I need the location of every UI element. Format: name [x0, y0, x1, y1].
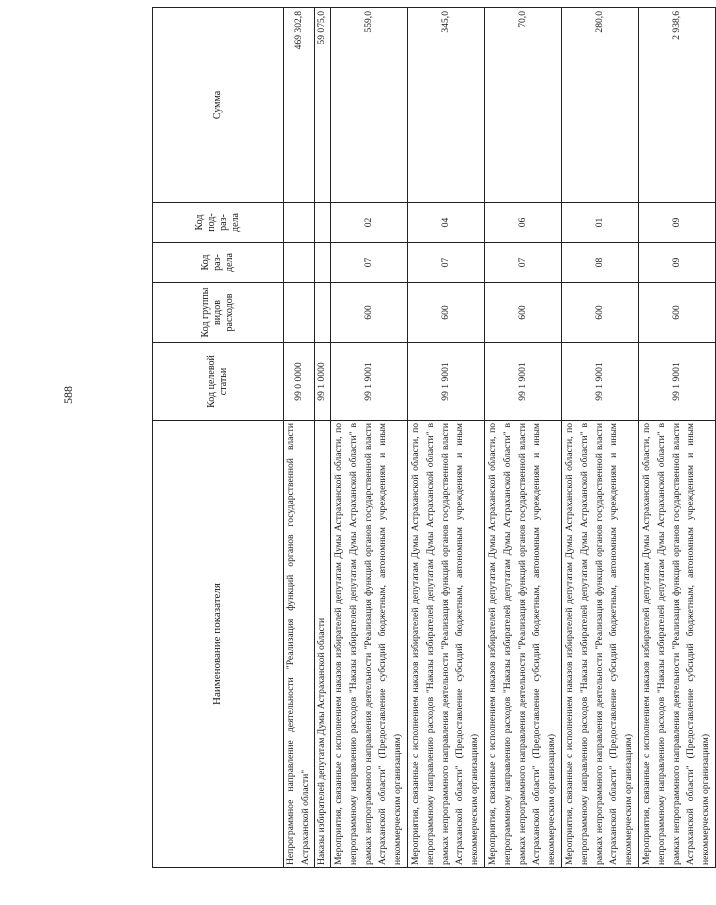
row-name: Мероприятия, связанные с исполнением наказов избирателей депутатам Думы Астраханской области, по непрограммному направлению расходов "Наказы избирателей депутатам Думы Астраханской области" в рамках непрограммного направления деятельности "Реализация функций органов государственной власти Астраханской области" (Предоставление субсидий бюджетным, автономным учреждениям и иным некоммерческим организациям)	[562, 421, 639, 868]
row-sum: 70,0	[485, 8, 562, 203]
row-group-code	[284, 283, 315, 343]
row-group-code: 600	[485, 283, 562, 343]
row-section-code	[315, 243, 331, 283]
header-name: Наименование показателя	[153, 421, 284, 868]
row-target-code: 99 1 9001	[408, 343, 485, 421]
table-row	[408, 8, 485, 868]
row-group-code: 600	[331, 283, 408, 343]
row-sum: 345,0	[408, 8, 485, 203]
row-sum: 469 302,8	[284, 8, 315, 203]
budget-table	[152, 7, 716, 868]
row-target-code: 99 1 9001	[331, 343, 408, 421]
table-row	[331, 8, 408, 868]
row-name: Мероприятия, связанные с исполнением наказов избирателей депутатам Думы Астраханской области, по непрограммному направлению расходов "Наказы избирателей депутатам Думы Астраханской области" в рамках непрограммного направления деятельности "Реализация функций органов государственной власти Астраханской области" (Предоставление субсидий бюджетным, автономным учреждениям и иным некоммерческим организациям)	[639, 421, 716, 868]
row-section-code: 08	[562, 243, 639, 283]
row-name: Мероприятия, связанные с исполнением наказов избирателей депутатам Думы Астраханской области, по непрограммному направлению расходов "Наказы избирателей депутатам Думы Астраханской области" в рамках непрограммного направления деятельности "Реализация функций органов государственной власти Астраханской области" (Предоставление субсидий бюджетным, автономным учреждениям и иным некоммерческим организациям)	[485, 421, 562, 868]
table-row	[315, 8, 331, 868]
row-target-code: 99 1 9001	[639, 343, 716, 421]
row-group-code: 600	[408, 283, 485, 343]
header-target-code: Код целевой статьи	[153, 343, 284, 421]
row-target-code: 99 0 0000	[284, 343, 315, 421]
header-group-code: Код группы видов расходов	[153, 283, 284, 343]
row-name: Наказы избирателей депутатам Думы Астраханской области	[315, 421, 331, 868]
row-subsection-code: 01	[562, 203, 639, 243]
row-group-code: 600	[639, 283, 716, 343]
row-section-code: 07	[408, 243, 485, 283]
row-group-code	[315, 283, 331, 343]
row-section-code: 07	[331, 243, 408, 283]
row-name: Мероприятия, связанные с исполнением наказов избирателей депутатам Думы Астраханской области, по непрограммному направлению расходов "Наказы избирателей депутатам Думы Астраханской области" в рамках непрограммного направления деятельности "Реализация функций органов государственной власти Астраханской области" (Предоставление субсидий бюджетным, автономным учреждениям и иным некоммерческим организациям)	[408, 421, 485, 868]
table-row	[284, 8, 315, 868]
table-row	[485, 8, 562, 868]
table-header-row	[153, 8, 284, 868]
header-sum: Сумма	[153, 8, 284, 203]
row-target-code: 99 1 9001	[562, 343, 639, 421]
table-row	[639, 8, 716, 868]
row-sum: 59 075,0	[315, 8, 331, 203]
row-subsection-code: 06	[485, 203, 562, 243]
row-name: Мероприятия, связанные с исполнением наказов избирателей депутатам Думы Астраханской области, по непрограммному направлению расходов "Наказы избирателей депутатам Думы Астраханской области" в рамках непрограммного направления деятельности "Реализация функций органов государственной власти Астраханской области" (Предоставление субсидий бюджетным, автономным учреждениям и иным некоммерческим организациям)	[331, 421, 408, 868]
row-subsection-code: 04	[408, 203, 485, 243]
row-sum: 559,0	[331, 8, 408, 203]
page-number: 588	[61, 386, 75, 404]
row-section-code: 09	[639, 243, 716, 283]
row-sum: 280,0	[562, 8, 639, 203]
row-target-code: 99 1 0000	[315, 343, 331, 421]
rotated-page	[152, 8, 716, 868]
row-subsection-code: 09	[639, 203, 716, 243]
row-section-code: 07	[485, 243, 562, 283]
header-subsection-code: Код под-раз-дела	[153, 203, 284, 243]
row-subsection-code	[284, 203, 315, 243]
row-sum: 2 938,6	[639, 8, 716, 203]
header-section-code: Код раз-дела	[153, 243, 284, 283]
row-group-code: 600	[562, 283, 639, 343]
row-subsection-code	[315, 203, 331, 243]
row-name: Непрограммное направление деятельности "Реализация функций органов государственной власти Астраханской области"	[284, 421, 315, 868]
row-section-code	[284, 243, 315, 283]
row-subsection-code: 02	[331, 203, 408, 243]
table-row	[562, 8, 639, 868]
row-target-code: 99 1 9001	[485, 343, 562, 421]
